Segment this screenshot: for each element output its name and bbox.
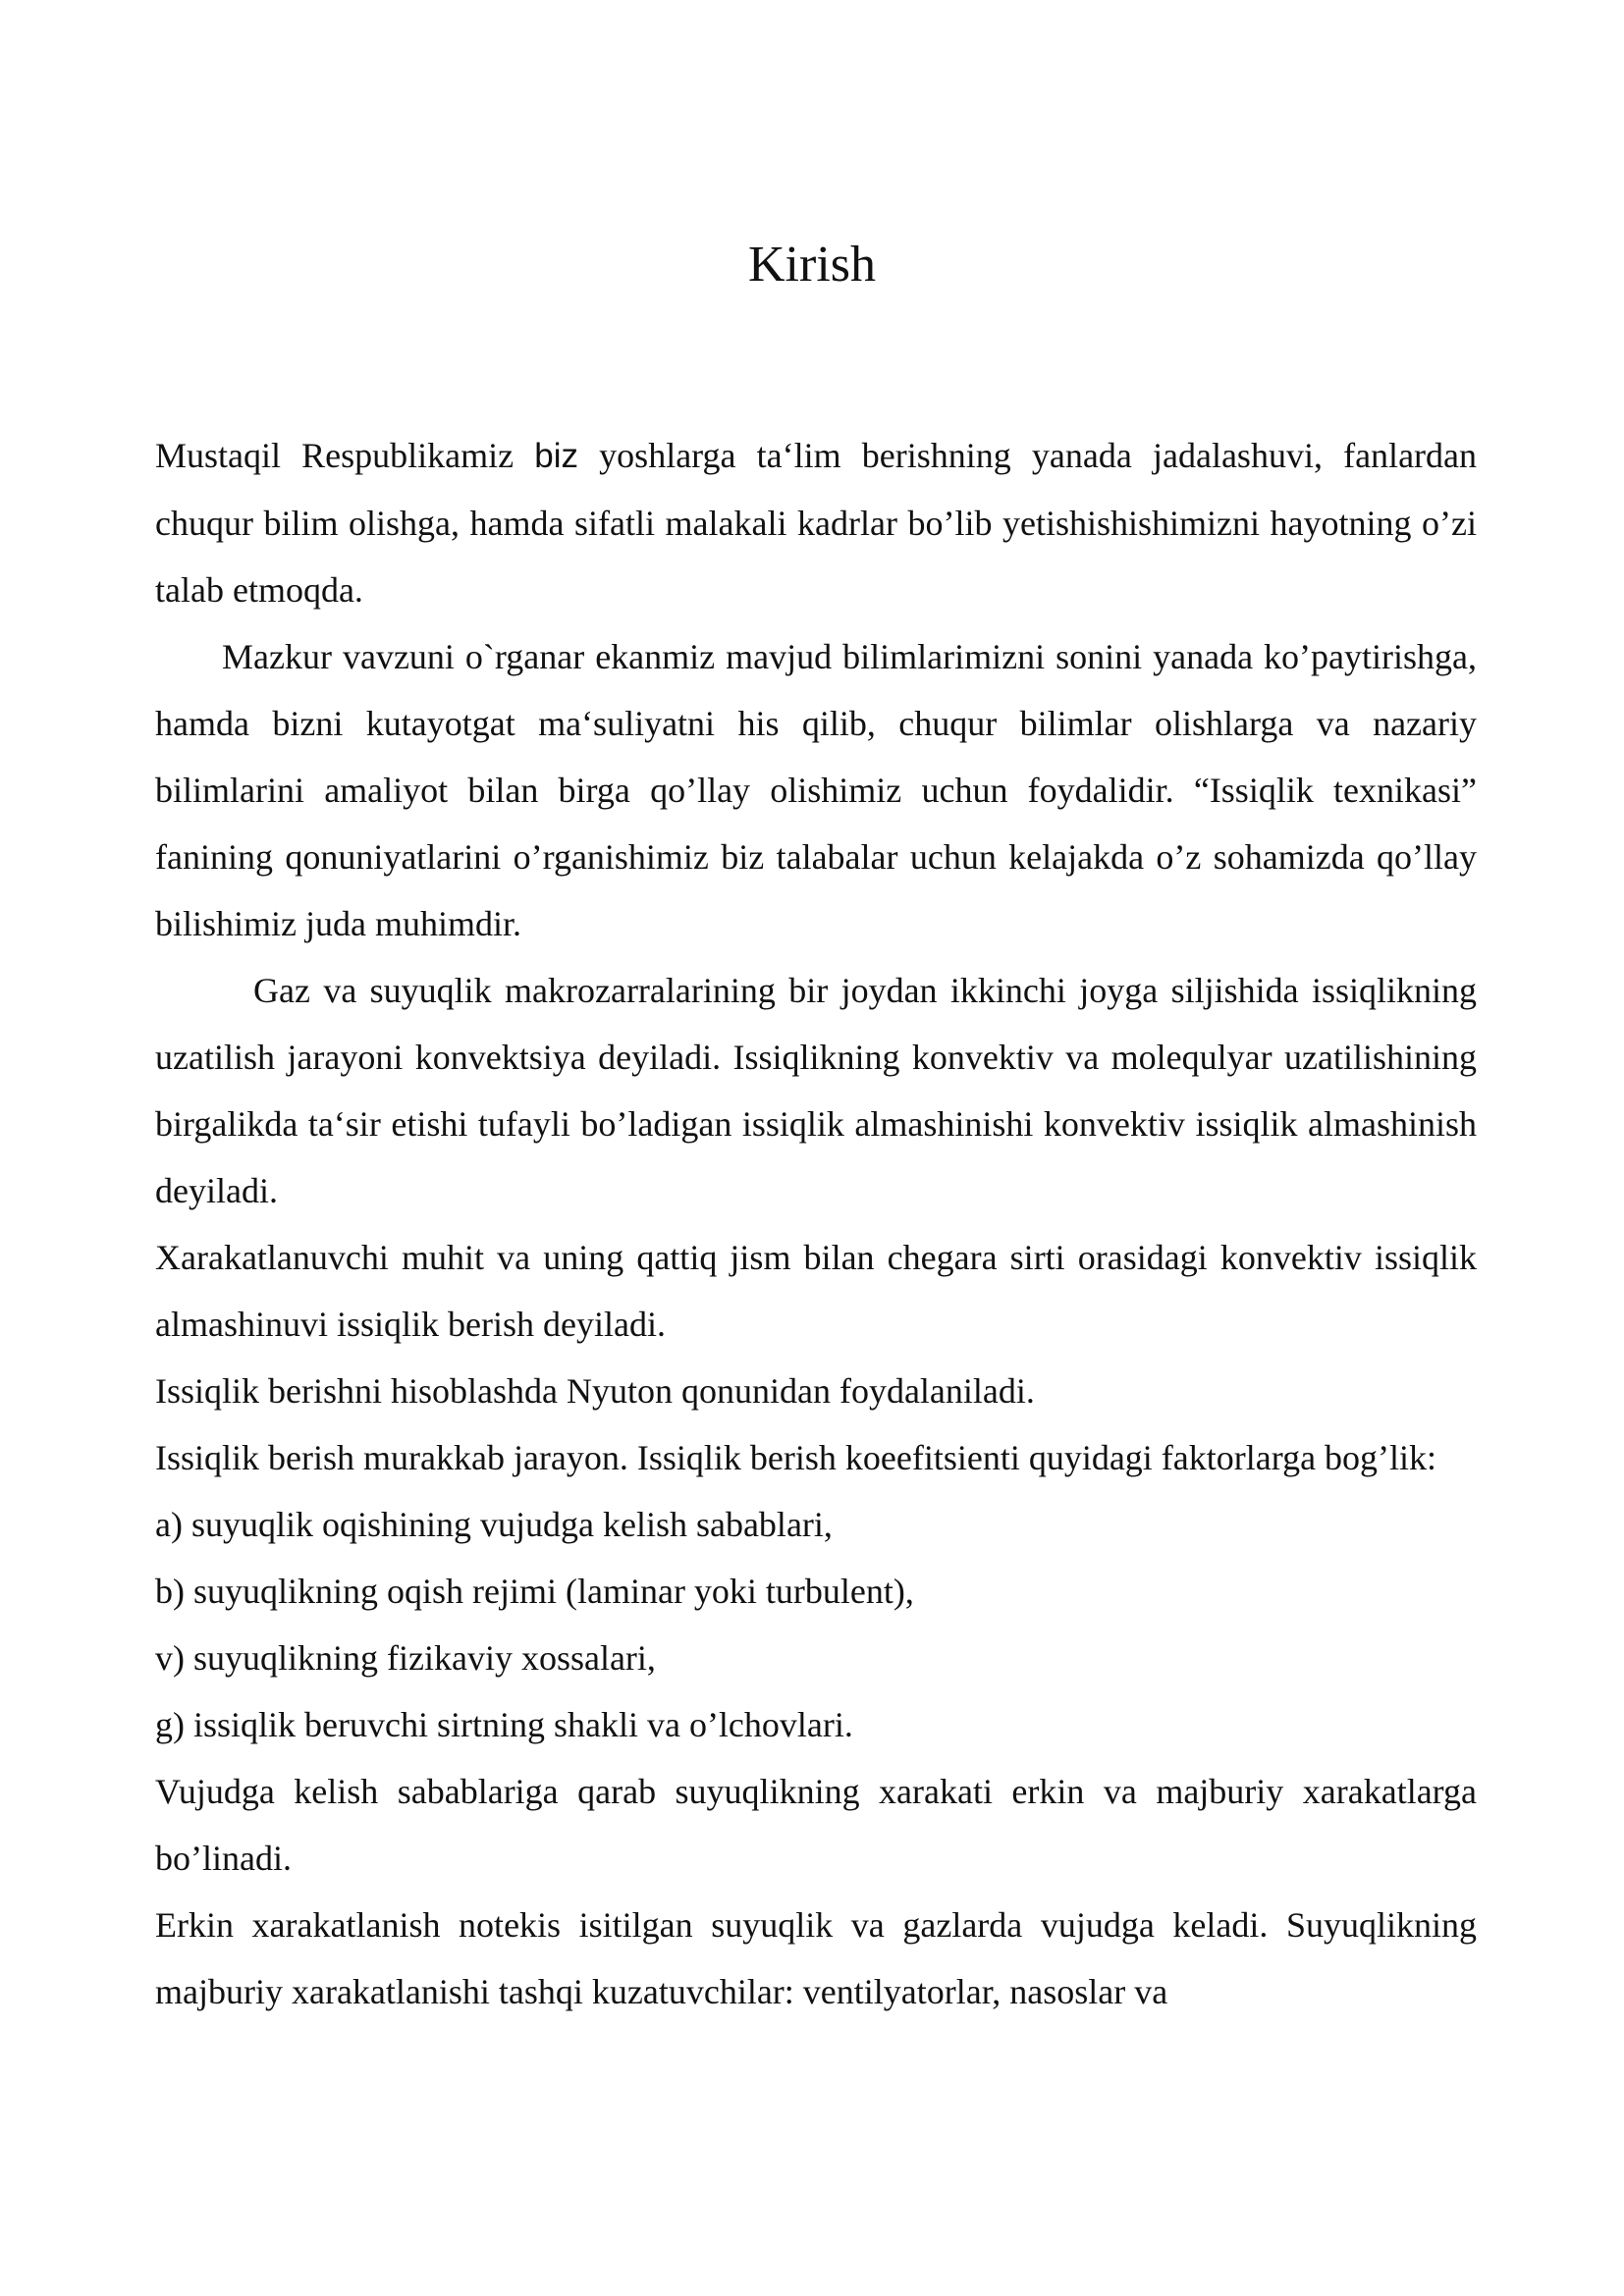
- page-title: Kirish: [748, 237, 876, 293]
- document-body: [155, 422, 1477, 2025]
- list-item: g) issiqlik beruvchi sirtning shakli va o’lchovlari.: [155, 1705, 853, 1744]
- paragraph-convection: Gaz va suyuqlik makrozarralarining bir joydan ikkinchi joyga siljishida issiqlikning uzatilish jarayoni konvektsiya deyiladi. Issiqlikning konvektiv va molequlyar uzatilishining birgalikda ta‘sir etishi tufayli bo’ladigan issiqlik almashinishi konvektiv issiqlik almashinish deyiladi.: [155, 971, 1477, 1210]
- list-item: v) suyuqlikning fizikaviy xossalari,: [155, 1638, 656, 1678]
- paragraph-factors: Issiqlik berish murakkab jarayon. Issiqlik berish koeefitsienti quyidagi faktorlarga bog’lik:: [155, 1438, 1437, 1477]
- paragraph-intro: [155, 422, 1477, 623]
- paragraph-free-motion: Erkin xarakatlanish notekis isitilgan suyuqlik va gazlarda vujudga keladi. Suyuqlikning majburiy xarakatlanishi tashqi kuzatuvchilar: ventilyatorlar, nasoslar va: [155, 1905, 1477, 2011]
- paragraph-motion-types: Vujudga kelish sabablariga qarab suyuqlikning xarakati erkin va majburiy xarakatlarga bo’linadi.: [155, 1772, 1477, 1878]
- paragraph-newton-law: Issiqlik berishni hisoblashda Nyuton qonunidan foydalaniladi.: [155, 1371, 1035, 1411]
- paragraph-heat-transfer-definition: Xarakatlanuvchi muhit va uning qattiq jism bilan chegara sirti orasidagi konvektiv issiqlik almashinuvi issiqlik berish deyiladi.: [155, 1238, 1477, 1344]
- paragraph-topic: Mazkur vavzuni o`rganar ekanmiz mavjud bilimlarimizni sonini yanada ko’paytirishga, hamda bizni kutayotgat ma‘suliyatni his qilib, chuqur bilimlar olishlarga va nazariy bilimlarini amaliyot bilan birga qo’llay olishimiz uchun foydalidir. “Issiqlik texnikasi” fanining qonuniyatlarini o’rganishimiz biz talabalar uchun kelajakda o’z sohamizda qo’llay bilishimiz juda muhimdir.: [155, 637, 1477, 943]
- paragraph-intro-rest: yoshlarga ta‘lim berishning yanada jadalashuvi, fanlardan chuqur bilim olishga, hamda sifatli malakali kadrlar bo’lib yetishishishimizni hayotning o’zi talab etmoqda.: [155, 436, 1478, 610]
- list-item: a) suyuqlik oqishining vujudga kelish sabablari,: [155, 1505, 833, 1544]
- paragraph-intro-start: Mustaqil Respublikamiz: [155, 436, 535, 475]
- list-item: b) suyuqlikning oqish rejimi (laminar yoki turbulent),: [155, 1572, 914, 1611]
- paragraph-intro-sans-word: biz: [534, 437, 579, 475]
